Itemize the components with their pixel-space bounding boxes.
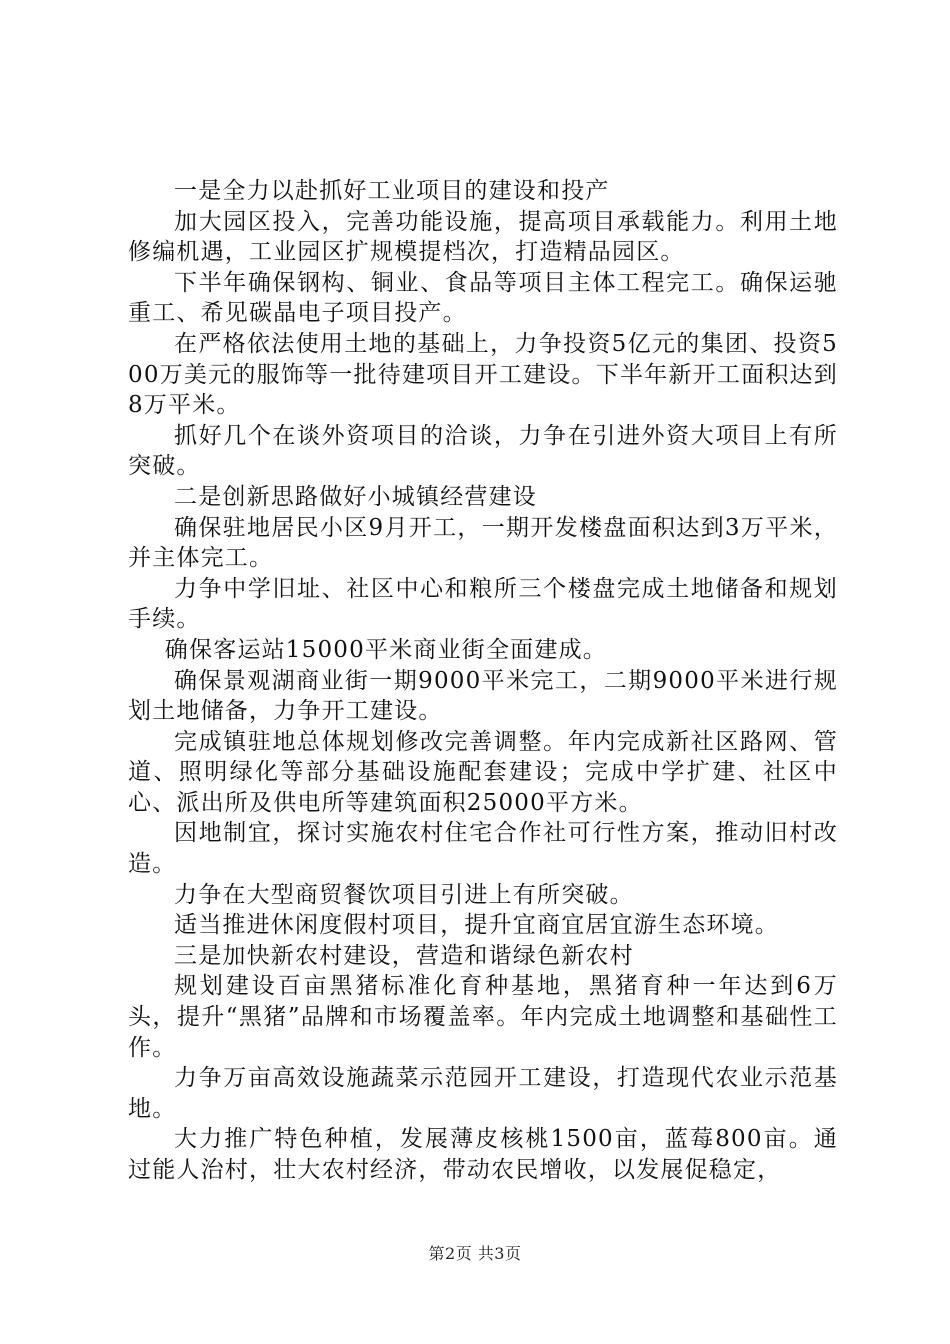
paragraph: 确保客运站15000平米商业街全面建成。 [164, 636, 607, 663]
document-body [128, 176, 838, 1186]
paragraph: 确保驻地居民小区9月开工，一期开发楼盘面积达到3万平米，并主体完工。 [128, 514, 838, 572]
paragraph: 确保景观湖商业街一期9000平米完工，二期9000平米进行规划土地储备，力争开工建设。 [128, 667, 838, 725]
section-heading-industry: 一是全力以赴抓好工业项目的建设和投产 [174, 178, 610, 204]
paragraph: 加大园区投入，完善功能设施，提高项目承载能力。利用土地修编机遇，工业园区扩规模提档次，打造精品园区。 [128, 208, 838, 266]
paragraph: 抓好几个在谈外资项目的洽谈，力争在引进外资大项目上有所突破。 [128, 422, 838, 480]
paragraph: 力争中学旧址、社区中心和粮所三个楼盘完成土地储备和规划手续。 [128, 575, 838, 633]
paragraph: 因地制宜，探讨实施农村住宅合作社可行性方案，推动旧村改造。 [128, 820, 838, 878]
paragraph: 力争万亩高效设施蔬菜示范园开工建设，打造现代农业示范基地。 [128, 1065, 838, 1122]
page-number-footer: 第2页 共3页 [428, 1244, 522, 1263]
paragraph: 力争在大型商贸餐饮项目引进上有所突破。 [174, 881, 634, 908]
paragraph: 完成镇驻地总体规划修改完善调整。年内完成新社区路网、管道、照明绿化等部分基础设施配套建设；完成中学扩建、社区中心、派出所及供电所等建筑面积25000平方米。 [128, 728, 838, 816]
paragraph: 规划建设百亩黑猪标准化育种基地，黑猪育种一年达到6万头，提升“黑猪”品牌和市场覆盖率。年内完成土地调整和基础性工作。 [128, 973, 838, 1061]
paragraph: 在严格依法使用土地的基础上，力争投资5亿元的集团、投资500万美元的服饰等一批待建项目开工建设。下半年新开工面积达到8万平米。 [128, 330, 838, 419]
section-heading-town: 二是创新思路做好小城镇经营建设 [174, 483, 537, 510]
section-heading-village: 三是加快新农村建设，营造和谐绿色新农村 [174, 942, 634, 969]
paragraph: 大力推广特色种植，发展薄皮核桃1500亩，蓝莓800亩。通过能人治村，壮大农村经济，带动农民增收，以发展促稳定， [128, 1126, 838, 1183]
paragraph: 下半年确保钢构、铜业、食品等项目主体工程完工。确保运驰重工、希见碳晶电子项目投产。 [128, 269, 838, 327]
paragraph: 适当推进休闲度假村项目，提升宜商宜居宜游生态环境。 [174, 912, 779, 939]
